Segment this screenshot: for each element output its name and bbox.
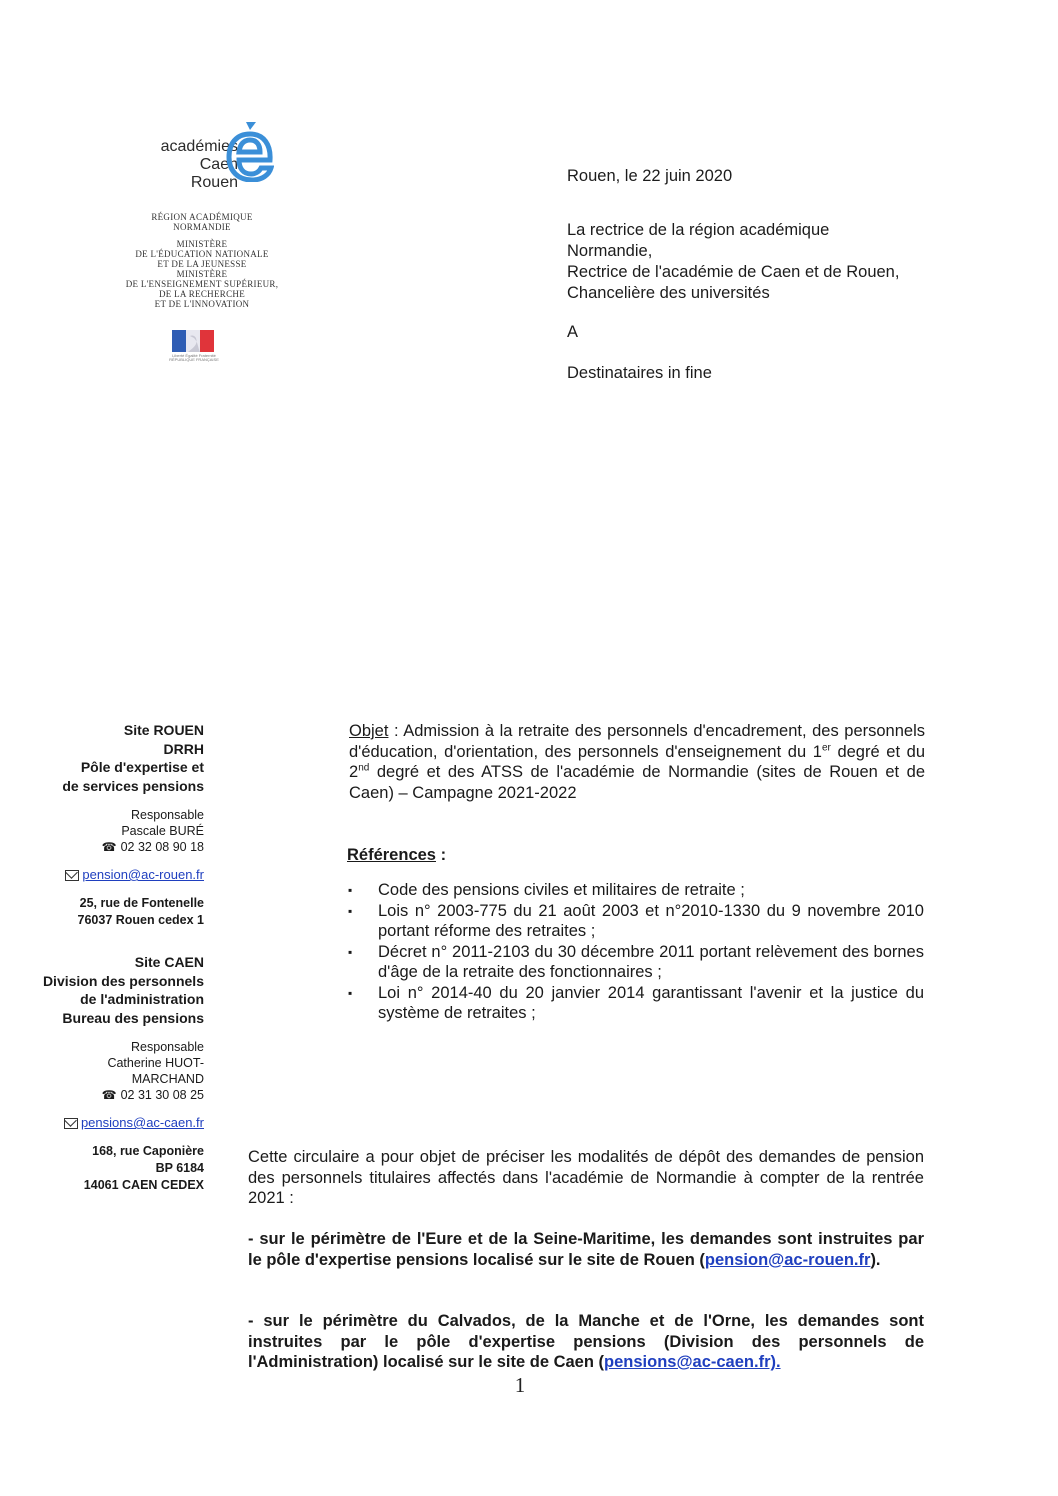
contact-sidebar — [30, 721, 204, 1194]
ministry-label: MINISTÈRE — [176, 239, 228, 249]
rouen-site-title: Site ROUEN — [123, 722, 204, 738]
logo-word-caen: Caen — [199, 156, 238, 173]
rouen-service-line2: de services pensions — [62, 777, 204, 794]
rouen-perimeter-end: ). — [870, 1250, 881, 1269]
caen-site-block — [30, 953, 204, 1194]
rouen-email-link[interactable]: pension@ac-rouen.fr — [82, 867, 204, 882]
objet-paragraph — [349, 721, 925, 803]
logo-e-icon — [226, 120, 274, 182]
caen-email — [30, 1115, 204, 1131]
ministry-higher-ed-line1: DE L'ENSEIGNEMENT SUPÉRIEUR, — [125, 279, 279, 289]
rouen-responsible-label: Responsable — [131, 808, 204, 822]
rouen-perimeter-paragraph — [248, 1229, 924, 1270]
region-label: RÉGION ACADÉMIQUE — [151, 212, 253, 222]
rouen-service-line1: Pôle d'expertise et — [80, 759, 204, 775]
caen-address-line1: 168, rue Caponière — [92, 1144, 204, 1158]
caen-phone — [30, 1087, 204, 1103]
caen-address-line3: 14061 CAEN CEDEX — [83, 1178, 204, 1192]
phone-icon: ☎ — [101, 840, 117, 854]
rouen-phone — [30, 839, 204, 855]
references-suffix: : — [435, 846, 447, 864]
caen-email-link[interactable]: pensions@ac-caen.fr — [80, 1115, 204, 1130]
caen-perimeter-paragraph — [248, 1311, 924, 1373]
objet-text: degré et des ATSS de l'académie de Normandie (sites de Rouen et de Caen) – Campagne 2021-2022 — [349, 763, 925, 802]
ministry-education-line2: ET DE LA JEUNESSE — [157, 259, 247, 269]
mail-icon — [64, 1118, 78, 1129]
mail-icon — [65, 870, 79, 881]
caen-email-inline-link[interactable]: pensions@ac-caen.fr). — [604, 1353, 781, 1371]
rouen-email-inline-link[interactable]: pension@ac-rouen.fr — [704, 1250, 871, 1269]
ministries-block — [102, 212, 302, 309]
ministry-label-2: MINISTÈRE — [176, 269, 228, 279]
logo-word-academies: académies — [160, 138, 238, 155]
phone-icon: ☎ — [101, 1088, 117, 1102]
ordinal-superscript: er — [821, 742, 831, 753]
rouen-address-line1: 25, rue de Fontenelle — [79, 896, 204, 910]
rouen-department: DRRH — [163, 740, 204, 757]
caen-perimeter-text: - sur le périmètre du Calvados, de la Manche et de l'Orne, les demandes sont instruites par le pôle d'expertise pensions (Division des personnels de l'Administration) localisé sur le site de Caen ( — [248, 1312, 924, 1371]
rouen-responsible-name: Pascale BURÉ — [121, 824, 204, 838]
rouen-site-block — [30, 721, 204, 929]
sender-block — [567, 220, 899, 304]
ministry-education-line1: DE L'ÉDUCATION NATIONALE — [135, 249, 269, 259]
republique-francaise-text: Liberté Égalité Fraternité RÉPUBLIQUE FRANÇAISE — [169, 353, 219, 362]
sender-line: La rectrice de la région académique — [567, 221, 830, 239]
letter-date: Rouen, le 22 juin 2020 — [567, 167, 733, 185]
objet-text: Admission à la retraite des personnels d'encadrement, des personnels d'éducation, d'orientation, des personnels d'enseignement du 1 — [349, 722, 925, 761]
caen-responsible-name-line2: MARCHAND — [131, 1072, 204, 1086]
recipients: Destinataires in fine — [567, 364, 712, 382]
ordinal-superscript: nd — [358, 762, 370, 774]
rouen-email — [30, 867, 204, 883]
ministry-higher-ed-line2: DE LA RECHERCHE — [158, 289, 245, 299]
rouen-address-line2: 76037 Rouen cedex 1 — [77, 913, 204, 927]
references-heading — [347, 845, 446, 866]
caen-address-line2: BP 6184 — [155, 1161, 204, 1175]
sender-line: Rectrice de l'académie de Caen et de Rouen, — [567, 263, 900, 281]
region-name: NORMANDIE — [173, 222, 231, 232]
references-label: Références — [347, 846, 436, 864]
ministry-higher-ed-line3: ET DE L'INNOVATION — [154, 299, 250, 309]
caen-division-line1: Division des personnels — [42, 972, 204, 989]
addressee-prefix: A — [567, 323, 579, 341]
reference-item: ▪ Code des pensions civiles et militaires de retraite ; — [348, 880, 924, 901]
academy-logo — [120, 110, 290, 362]
caen-site-title: Site CAEN — [134, 954, 204, 970]
caen-bureau: Bureau des pensions — [62, 1009, 204, 1026]
reference-item: ▪ Décret n° 2011-2103 du 30 décembre 2011 portant relèvement des bornes d'âge de la retraite des fonctionnaires ; — [348, 942, 924, 983]
objet-text: degré et du 2 — [349, 742, 925, 781]
reference-item: ▪ Lois n° 2003-775 du 21 août 2003 et n°2010-1330 du 9 novembre 2010 portant réforme des retraites ; — [348, 901, 924, 942]
caen-division-line2: de l'administration — [80, 991, 204, 1007]
references-list — [348, 880, 924, 1024]
intro-paragraph: Cette circulaire a pour objet de préciser les modalités de dépôt des demandes de pension des personnels titulaires affectés dans l'académie de Normandie à compter de la rentrée 2021 : — [248, 1148, 924, 1207]
rouen-phone-number: 02 32 08 90 18 — [120, 840, 204, 854]
caen-responsible-label: Responsable — [131, 1040, 204, 1054]
marianne-flag-icon — [168, 328, 220, 368]
objet-label: Objet — [349, 722, 389, 740]
logo-word-rouen: Rouen — [190, 174, 238, 191]
page-number: 1 — [514, 1373, 526, 1397]
sender-line: Normandie, — [567, 242, 653, 260]
rouen-perimeter-text: - sur le périmètre de l'Eure et de la Seine-Maritime, les demandes sont instruites par le pôle d'expertise pensions localisé sur le site de Rouen ( — [248, 1230, 924, 1269]
caen-responsible-name-line1: Catherine HUOT- — [107, 1056, 204, 1070]
objet-separator: : — [388, 722, 404, 740]
caen-phone-number: 02 31 30 08 25 — [120, 1088, 204, 1102]
sender-line: Chancelière des universités — [567, 284, 770, 302]
reference-item: ▪ Loi n° 2014-40 du 20 janvier 2014 garantissant l'avenir et la justice du système de retraites ; — [348, 983, 924, 1024]
